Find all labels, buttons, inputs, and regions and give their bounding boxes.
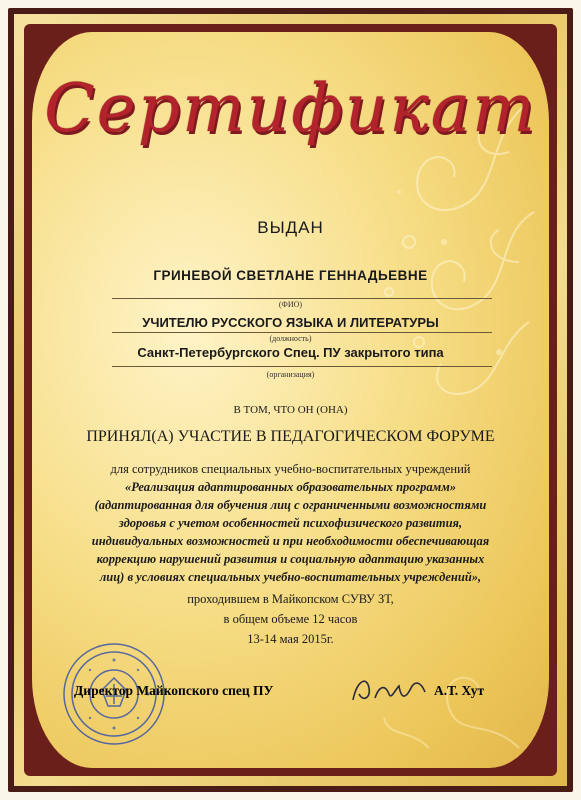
body-italic-4: индивидуальных возможностей и при необходимости обеспечивающая (91, 534, 490, 548)
director-name: А.Т. Хут (434, 683, 485, 698)
organization-caption: (организация) (266, 370, 315, 379)
body-line-1: для сотрудников специальных учебно-воспитательных учреждений (110, 462, 471, 476)
issued-label: ВЫДАН (257, 218, 324, 237)
body-italic-3: здоровья с учетом особенностей психофизического развития, (118, 516, 463, 530)
organization-line (112, 366, 492, 367)
fio-caption: (ФИО) (278, 300, 303, 309)
signature-row (74, 683, 514, 713)
handwritten-signature (345, 670, 435, 710)
body-italic-5: коррекцию нарушений развития и социальную адаптацию указанных (96, 552, 485, 566)
position-caption: (должность) (269, 334, 312, 343)
body-italic-6: лиц) в условиях специальных учебно-воспитательных учреждений», (99, 570, 482, 584)
fio-line (112, 298, 492, 299)
body-italic-1: «Реализация адаптированных образовательных программ» (124, 480, 457, 494)
accepted-heading: ПРИНЯЛ(А) УЧАСТИЕ В ПЕДАГОГИЧЕСКОМ ФОРУМЕ (86, 428, 495, 445)
recipient-name: ГРИНЕВОЙ СВЕТЛАНЕ ГЕННАДЬЕВНЕ (153, 268, 428, 283)
event-dates: 13-14 мая 2015г. (247, 632, 334, 646)
organization: Санкт-Петербургского Спец. ПУ закрытого типа (137, 345, 444, 360)
director-label: Директор Майкопского спец ПУ (74, 683, 274, 698)
position-line (112, 332, 492, 333)
hours-volume: в общем объеме 12 часов (223, 612, 358, 626)
body-italic-2: (адаптированная для обучения лиц с ограниченными возможностями (94, 498, 487, 512)
certificate-title: Сертификат (44, 70, 537, 147)
recipient-position: УЧИТЕЛЮ РУССКОГО ЯЗЫКА И ЛИТЕРАТУРЫ (142, 315, 439, 330)
in-that-text: В ТОМ, ЧТО ОН (ОНА) (233, 404, 348, 416)
held-at: проходившем в Майкопском СУВУ ЗТ, (187, 592, 394, 606)
